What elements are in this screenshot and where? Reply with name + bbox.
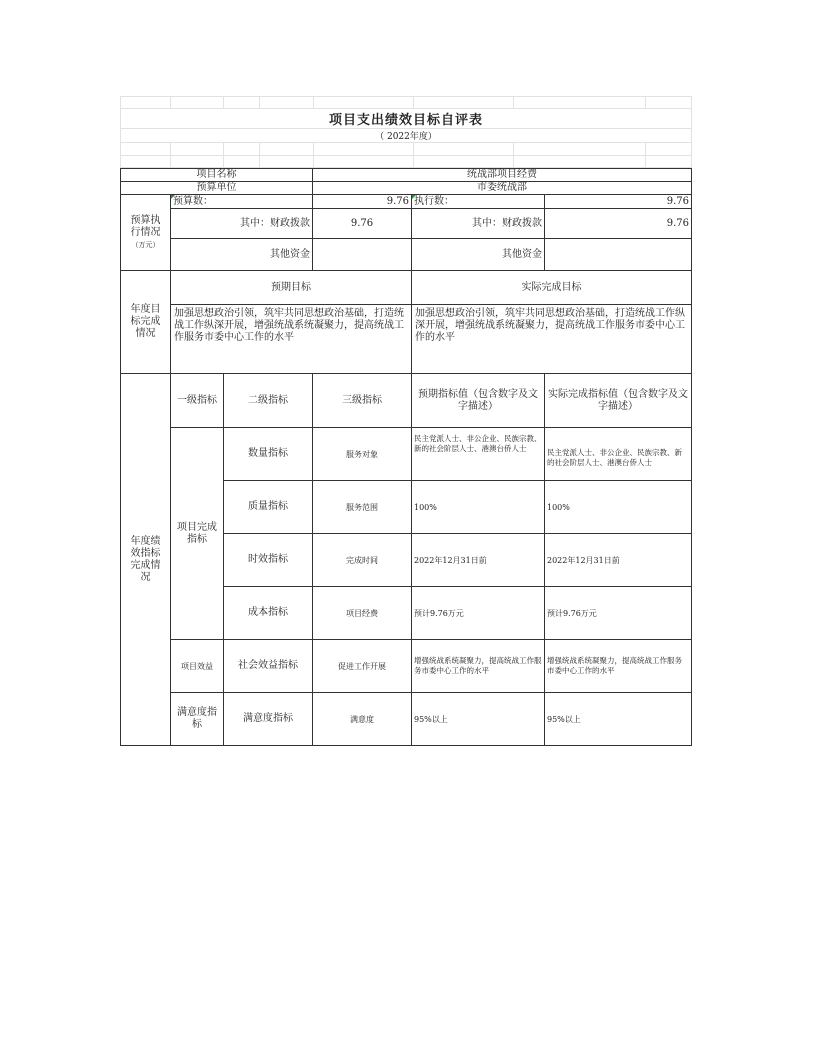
project-name-label: 项目名称 (121, 169, 313, 182)
row-social-expected: 增强统战系统凝聚力，提高统战工作服务市委中心工作的水平 (412, 640, 545, 693)
project-name-value: 统战部项目经费 (313, 169, 692, 182)
other-funds-label: 其他资金 (171, 239, 313, 271)
fiscal-label: 其中：财政拨款 (171, 209, 313, 239)
row-cost-expected: 预计9.76万元 (412, 587, 545, 640)
expected-goal-text: 加强思想政治引领，筑牢共同思想政治基础，打造统战工作纵深开展，增强统战系统凝聚力，提高统战工作服务市委中心工作的水平 (171, 305, 412, 374)
group-project-benefit: 项目效益 (171, 640, 224, 693)
other-funds-exec-label: 其他资金 (412, 239, 545, 271)
main-table (120, 168, 692, 746)
row-cost-level2: 成本指标 (224, 587, 313, 640)
exec-value: 9.76 (545, 195, 692, 209)
evaluation-form (120, 96, 691, 746)
row-satisfaction-level3: 满意度 (313, 693, 412, 746)
budget-value: 9.76 (313, 195, 412, 209)
header-level2: 二级指标 (224, 374, 313, 428)
row-quantity-expected: 民主党派人士、非公企业、民族宗教、新的社会阶层人士、港澳台侨人士 (412, 428, 545, 481)
other-funds-budget (313, 239, 412, 271)
row-quantity-actual: 民主党派人士、非公企业、民族宗教、新的社会阶层人士、港澳台侨人士 (545, 428, 692, 481)
row-cost-level3: 项目经费 (313, 587, 412, 640)
budget-section-title: 预算执行情况 (130, 214, 161, 238)
budget-unit-note: （万元） (131, 240, 160, 249)
row-quantity-level2: 数量指标 (224, 428, 313, 481)
other-funds-exec (545, 239, 692, 271)
actual-goal-text: 加强思想政治引领，筑牢共同思想政治基础，打造统战工作纵深开展，增强统战系统凝聚力，提高统战工作服务市委中心工作的水平 (412, 305, 692, 374)
row-satisfaction-actual: 95%以上 (545, 693, 692, 746)
fiscal-exec-label: 其中：财政拨款 (412, 209, 545, 239)
row-quality-level3: 服务范围 (313, 481, 412, 534)
indicators-section-title: 年度绩效指标完成情况 (130, 535, 161, 583)
row-quantity-level3: 服务对象 (313, 428, 412, 481)
expected-goal-header: 预期目标 (171, 271, 412, 305)
fiscal-budget-value: 9.76 (313, 209, 412, 239)
header-actual: 实际完成指标值（包含数字及文字描述） (545, 374, 692, 428)
row-quality-expected: 100% (412, 481, 545, 534)
budget-section-label (121, 195, 171, 271)
budget-unit-label: 预算单位 (121, 182, 313, 195)
indicators-section-label (121, 374, 171, 746)
header-level1: 一级指标 (171, 374, 224, 428)
row-timeliness-level3: 完成时间 (313, 534, 412, 587)
row-satisfaction-level2: 满意度指标 (224, 693, 313, 746)
actual-goal-header: 实际完成目标 (412, 271, 692, 305)
row-quality-level2: 质量指标 (224, 481, 313, 534)
row-social-level2: 社会效益指标 (224, 640, 313, 693)
form-title: 项目支出绩效目标自评表 (121, 109, 692, 129)
row-timeliness-expected: 2022年12月31日前 (412, 534, 545, 587)
row-timeliness-actual: 2022年12月31日前 (545, 534, 692, 587)
goals-section-title: 年度目标完成情况 (130, 304, 161, 339)
budget-unit-value: 市委统战部 (313, 182, 692, 195)
row-social-level3: 促进工作开展 (313, 640, 412, 693)
form-year: （ 2022年度） (121, 129, 692, 143)
exec-label: 执行数： (412, 195, 545, 209)
sheet-header (120, 96, 692, 168)
fiscal-exec-value: 9.76 (545, 209, 692, 239)
header-expected: 预期指标值（包含数字及文字描述） (412, 374, 545, 428)
row-quality-actual: 100% (545, 481, 692, 534)
row-timeliness-level2: 时效指标 (224, 534, 313, 587)
row-cost-actual: 预计9.76万元 (545, 587, 692, 640)
budget-label: 预算数： (171, 195, 313, 209)
header-level3: 三级指标 (313, 374, 412, 428)
goals-section-label (121, 271, 171, 374)
group-satisfaction: 满意度指标 (171, 693, 224, 746)
row-social-actual: 增强统战系统凝聚力，提高统战工作服务市委中心工作的水平 (545, 640, 692, 693)
row-satisfaction-expected: 95%以上 (412, 693, 545, 746)
group-project-completion: 项目完成指标 (171, 428, 224, 640)
